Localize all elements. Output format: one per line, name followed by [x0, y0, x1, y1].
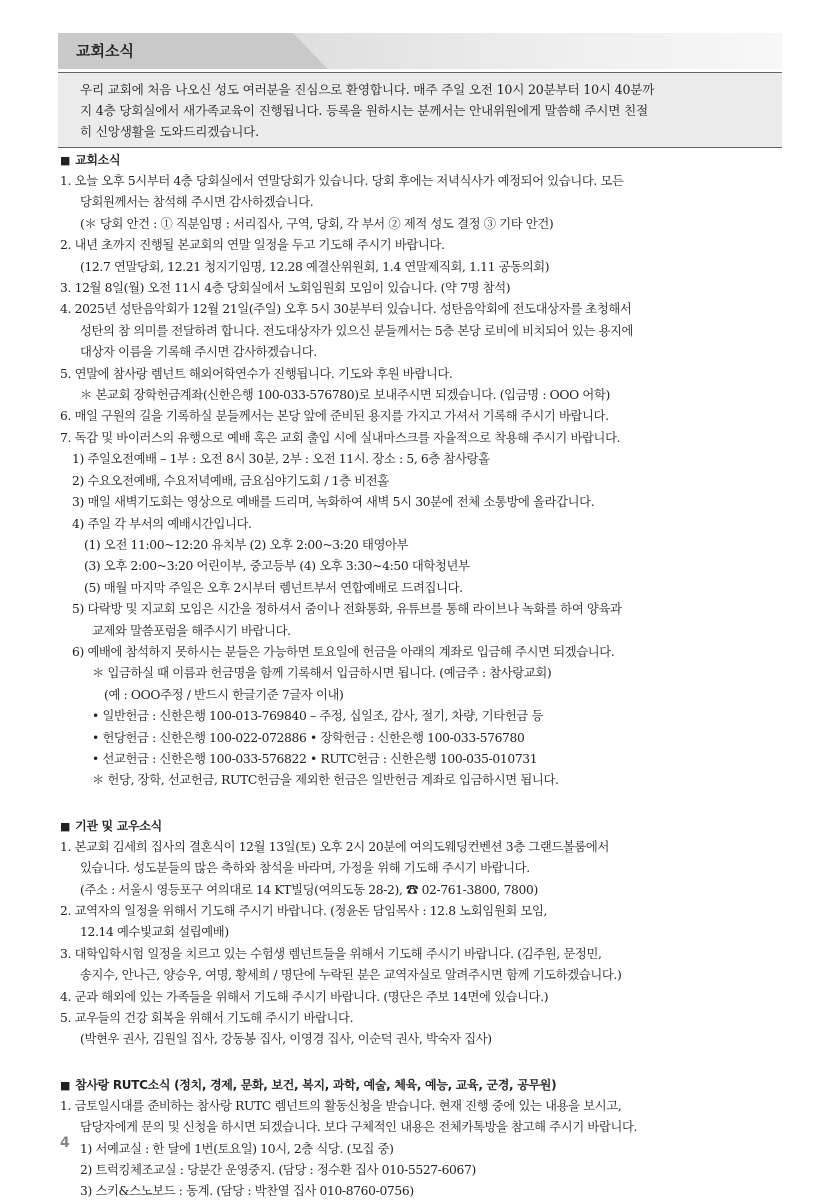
page-title: 교회소식	[76, 42, 134, 60]
welcome-line: 히 신앙생활을 도와드리겠습니다.	[80, 124, 259, 139]
bulletin-line: (1) 오전 11:00~12:20 유치부 (2) 오후 2:00~3:20 태영아부	[84, 537, 409, 552]
section-gap	[60, 792, 780, 816]
square-bullet-icon: ■	[60, 154, 71, 167]
bulletin-line: 3) 매일 새벽기도회는 영상으로 예배를 드리며, 녹화하여 새벽 5시 30분에 전체 소통방에 올라갑니다.	[72, 495, 595, 510]
section-title	[60, 816, 780, 837]
bulletin-line: 1) 주일오전예배 – 1부 : 오전 8시 30분, 2부 : 오전 11시. 장소 : 5, 6층 참사랑홀	[72, 452, 490, 467]
page-number: 4	[60, 1135, 70, 1151]
bulletin-line: (5) 매월 마지막 주일은 오후 2시부터 렘넌트부서 연합예배로 드려집니다.	[84, 580, 463, 595]
bulletin-line: 5) 다락방 및 지교회 모임은 시간을 정하셔서 줌이나 전화통화, 유튜브를 통해 라이브나 녹화를 하여 양육과	[72, 602, 622, 617]
square-bullet-icon: ■	[60, 819, 71, 833]
bulletin-content	[60, 150, 780, 1203]
bulletin-line: 2. 내년 초까지 진행될 본교회의 연말 일정을 두고 기도해 주시기 바랍니다.	[60, 238, 445, 253]
bulletin-line: 2. 교역자의 일정을 위해서 기도해 주시기 바랍니다. (정윤돈 담임목사 : 12.8 노회임원회 모임,	[60, 904, 548, 918]
bulletin-line: 7. 독감 및 바이러스의 유행으로 예배 혹은 교회 출입 시에 실내마스크를 자율적으로 착용해 주시기 바랍니다.	[60, 430, 621, 445]
bulletin-line: • 헌당헌금 : 신한은행 100-022-072886 • 장학헌금 : 신한은행 100-033-576780	[92, 730, 525, 745]
section-title-text: 기관 및 교우소식	[75, 818, 162, 833]
section-title-text: 교회소식	[75, 153, 121, 167]
square-bullet-icon: ■	[60, 1078, 71, 1092]
bulletin-line: 1) 서예교실 : 한 달에 1번(토요일) 10시, 2층 식당. (모집 중)	[80, 1141, 394, 1156]
bulletin-line: (주소 : 서울시 영등포구 여의대로 14 KT빌딩(여의도동 28-2), ☎ 02-761-3800, 7800)	[80, 882, 538, 897]
bulletin-line: 5. 연말에 참사랑 렘넌트 해외어학연수가 진행됩니다. 기도와 후원 바랍니다.	[60, 366, 453, 381]
bulletin-line: 5. 교우들의 건강 회복을 위해서 기도해 주시기 바랍니다.	[60, 1011, 354, 1026]
bulletin-line: 4. 군과 해외에 있는 가족들을 위해서 기도해 주시기 바랍니다. (명단은 주보 14면에 있습니다.)	[60, 989, 549, 1004]
bulletin-line: 당회원께서는 참석해 주시면 감사하겠습니다.	[80, 195, 314, 210]
bulletin-line: 1. 금토일시대를 준비하는 참사랑 RUTC 렘넌트의 활동신청을 받습니다. 현재 진행 중에 있는 내용을 보시고,	[60, 1098, 622, 1113]
bulletin-line: 4) 주일 각 부서의 예배시간입니다.	[72, 516, 252, 531]
bulletin-line: 2) 수요오전예배, 수요저녁예배, 금요심야기도회 / 1층 비전홀	[72, 473, 389, 488]
bulletin-line: 대상자 이름을 기록해 주시면 감사하겠습니다.	[80, 345, 317, 360]
section-title	[60, 1075, 780, 1096]
bulletin-line: 송지수, 안나근, 양승우, 여명, 황세희 / 명단에 누락된 분은 교역자실로 알려주시면 함께 기도하겠습니다.)	[80, 968, 622, 983]
header-fade-band	[258, 33, 782, 69]
welcome-line: 우리 교회에 처음 나오신 성도 여러분을 진심으로 환영합니다. 매주 주일 오전 10시 20분부터 10시 40분까	[80, 82, 655, 97]
welcome-line: 지 4층 당회실에서 새가족교육이 진행됩니다. 등록을 원하시는 분께서는 안내위원에게 말씀해 주시면 친절	[80, 103, 648, 118]
bulletin-line: ＊ 헌당, 장학, 선교헌금, RUTC헌금을 제외한 헌금은 일반헌금 계좌로 입금하시면 됩니다.	[92, 773, 559, 788]
bulletin-line: 6. 매일 구원의 길을 기록하실 분들께서는 본당 앞에 준비된 용지를 가지고 가셔서 기록해 주시기 바랍니다.	[60, 409, 609, 424]
bulletin-line: 있습니다. 성도분들의 많은 축하와 참석을 바라며, 가정을 위해 기도해 주시기 바랍니다.	[80, 861, 530, 876]
bulletin-line: • 일반헌금 : 신한은행 100-013-769840 – 주정, 십일조, 감사, 절기, 차량, 기타헌금 등	[92, 709, 543, 724]
bulletin-line: (예 : OOO주정 / 반드시 한글기준 7글자 이내)	[104, 687, 344, 702]
bulletin-line: (＊ 당회 안건 : ① 직분임명 : 서리집사, 구역, 당회, 각 부서 ② 제적 성도 결정 ③ 기타 안건)	[80, 216, 554, 231]
bulletin-line: 성탄의 참 의미를 전달하려 합니다. 전도대상자가 있으신 분들께서는 5층 본당 로비에 비치되어 있는 용지에	[80, 323, 634, 338]
bulletin-line: • 선교헌금 : 신한은행 100-033-576822 • RUTC헌금 : 신한은행 100-035-010731	[92, 751, 538, 766]
bulletin-line: 3) 스키&스노보드 : 동계. (담당 : 박찬열 집사 010-8760-0756)	[80, 1184, 414, 1199]
bulletin-line: 6) 예배에 참석하지 못하시는 분들은 가능하면 토요일에 헌금을 아래의 계좌로 입금해 주시면 되겠습니다.	[72, 644, 615, 659]
bulletin-line: 12.14 예수빛교회 설립예배)	[80, 925, 229, 940]
bulletin-line: ＊ 입금하실 때 이름과 헌금명을 함께 기록해서 입금하시면 됩니다. (예금주 : 참사랑교회)	[92, 666, 552, 681]
bulletin-line: ＊ 본교회 장학헌금계좌(신한은행 100-033-576780)로 보내주시면 되겠습니다. (입금명 : OOO 어학)	[80, 388, 610, 403]
bulletin-line: (박현우 권사, 김원일 집사, 강동봉 집사, 이영경 집사, 이순덕 권사, 박숙자 집사)	[80, 1032, 492, 1047]
section-title	[60, 150, 780, 171]
welcome-box	[58, 72, 782, 148]
bulletin-line: (12.7 연말당회, 12.21 청지기임명, 12.28 예결산위원회, 1.4 연말제직회, 1.11 공동의회)	[80, 259, 550, 274]
bulletin-line: 교제와 말씀포럼을 해주시기 바랍니다.	[92, 623, 291, 638]
bulletin-line: 담당자에게 문의 및 신청을 하시면 되겠습니다. 보다 구체적인 내용은 전체카톡방을 참고해 주시기 바랍니다.	[80, 1120, 638, 1135]
bulletin-line: 3. 12월 8일(월) 오전 11시 4층 당회실에서 노회임원회 모임이 있습니다. (약 7명 참석)	[60, 281, 511, 296]
section-header	[58, 33, 782, 69]
bulletin-line: 3. 대학입학시험 일정을 치르고 있는 수험생 렘넌트들을 위해서 기도해 주시기 바랍니다. (김주원, 문정민,	[60, 946, 602, 961]
bulletin-line: 2) 트럭킹체조교실 : 당분간 운영중지. (담당 : 정수환 집사 010-5527-6067)	[80, 1163, 476, 1178]
section-title-text: 참사랑 RUTC소식 (정치, 경제, 문화, 보건, 복지, 과학, 예술, 체육, 예능, 교육, 군경, 공무원)	[75, 1077, 557, 1092]
bulletin-line: 4. 2025년 성탄음악회가 12월 21일(주일) 오후 5시 30분부터 있습니다. 성탄음악회에 전도대상자를 초청해서	[60, 302, 632, 317]
bulletin-line: 1. 오늘 오후 5시부터 4층 당회실에서 연말당회가 있습니다. 당회 후에는 저녁식사가 예정되어 있습니다. 모든	[60, 174, 624, 188]
bulletin-line: 1. 본교회 김세희 집사의 결혼식이 12월 13일(토) 오후 2시 20분에 여의도웨딩컨벤션 3층 그랜드볼룸에서	[60, 839, 609, 854]
section-gap	[60, 1051, 780, 1075]
bulletin-line: (3) 오후 2:00~3:20 어린이부, 중고등부 (4) 오후 3:30~4:50 대학청년부	[84, 559, 470, 574]
